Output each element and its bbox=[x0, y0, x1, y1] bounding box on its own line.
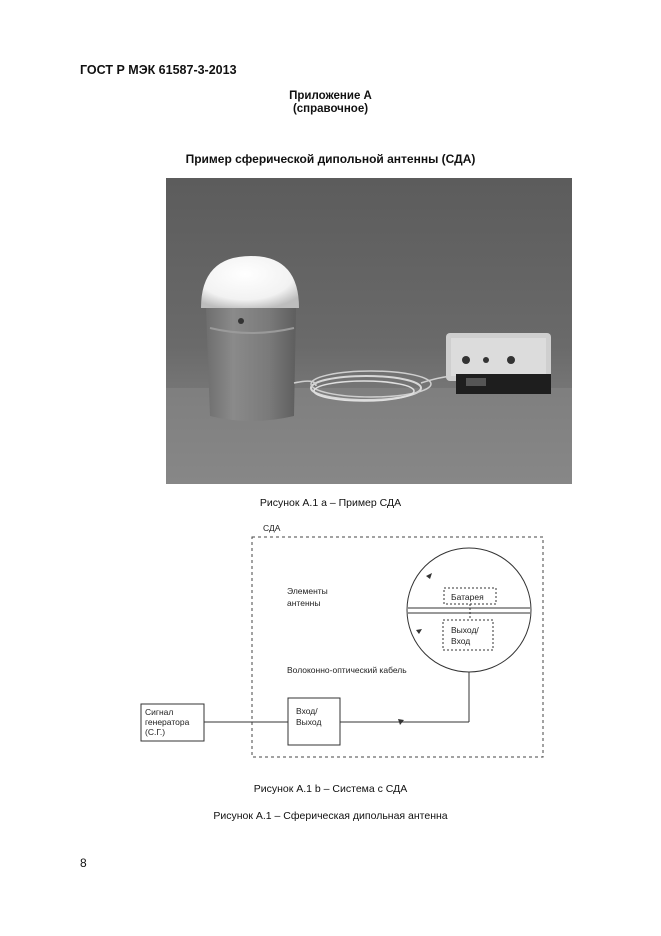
sphere-io-label-2: Вход bbox=[451, 636, 471, 646]
sphere-circle bbox=[407, 548, 531, 672]
io-box-label-1: Вход/ bbox=[296, 706, 318, 716]
fiber-cable-label: Волоконно-оптический кабель bbox=[287, 665, 407, 675]
sda-system-diagram bbox=[0, 520, 661, 770]
appendix-heading bbox=[0, 90, 661, 116]
signal-generator-label-1: Сигнал bbox=[145, 707, 174, 717]
page-number: 8 bbox=[80, 856, 87, 870]
appendix-title: Приложение А bbox=[289, 90, 372, 102]
signal-generator-label-3: (С.Г.) bbox=[145, 727, 166, 737]
battery-label: Батарея bbox=[451, 592, 484, 602]
signal-generator-label-2: генератора bbox=[145, 717, 190, 727]
photo-sda-icon bbox=[166, 178, 572, 484]
sda-photo bbox=[166, 178, 572, 484]
antenna-elements-label-2: антенны bbox=[287, 598, 321, 608]
sda-label: СДА bbox=[263, 523, 281, 533]
antenna-elements-label-1: Элементы bbox=[287, 586, 328, 596]
sphere-io-label-1: Выход/ bbox=[451, 625, 479, 635]
appendix-subtitle: (справочное) bbox=[292, 103, 369, 115]
io-box-label-2: Выход bbox=[296, 717, 322, 727]
document-header: ГОСТ Р МЭК 61587-3-2013 bbox=[80, 63, 237, 77]
caption-figure-a: Рисунок А.1 а – Пример СДА bbox=[259, 497, 402, 509]
caption-figure-main: Рисунок А.1 – Сферическая дипольная антенна bbox=[213, 810, 448, 822]
caption-figure-b: Рисунок А.1 b – Система с СДА bbox=[253, 783, 408, 795]
figure-title: Пример сферической дипольной антенны (СДА) bbox=[185, 152, 476, 166]
